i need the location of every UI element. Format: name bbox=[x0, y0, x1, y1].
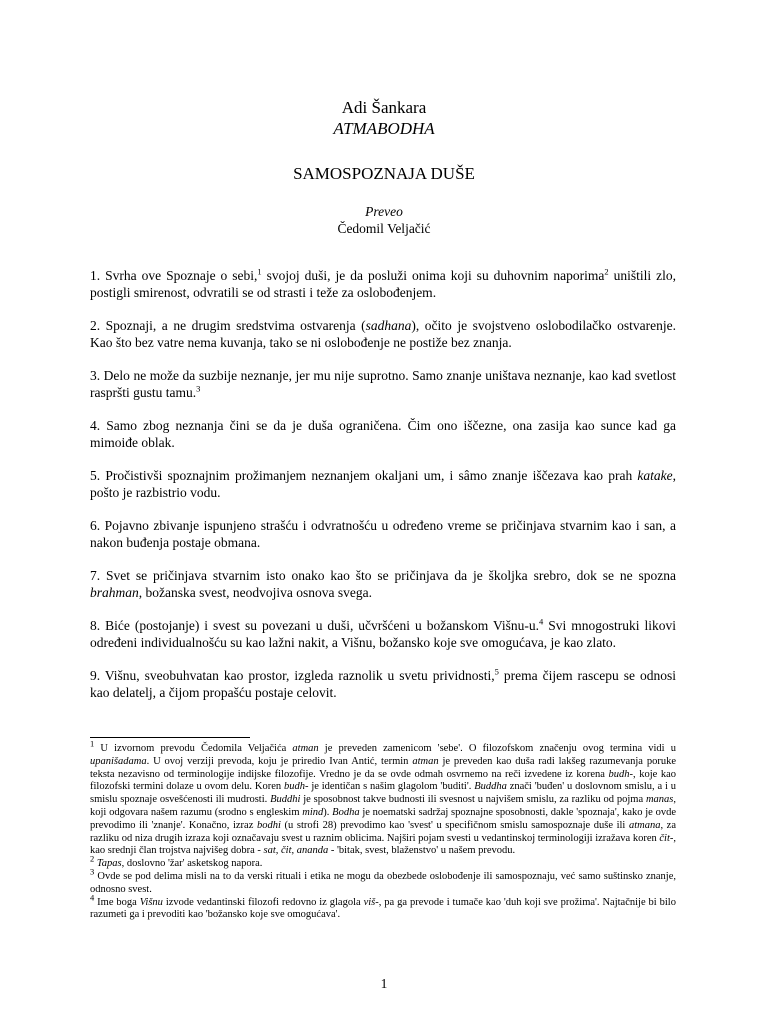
italic-term: Bodha bbox=[332, 806, 360, 818]
italic-term: katake bbox=[637, 468, 673, 483]
footnote-4 bbox=[90, 892, 676, 923]
footnote-ref: 4 bbox=[90, 892, 95, 903]
text-run: je noematski sadržaj spoznajne sposobnosti, dakle 'spoznaja', kako je ovde prevodimo ili 'znanje'. Konačno, izraz bbox=[90, 806, 677, 831]
italic-term: bodhi bbox=[256, 819, 281, 831]
verse-7 bbox=[90, 567, 676, 601]
italic-term: budh- bbox=[608, 768, 633, 780]
translator-credit bbox=[0, 203, 768, 237]
verse-2 bbox=[90, 317, 676, 351]
text-run: je preveden kao duša radi lakšeg razumevanja poruke teksta nezavisno od terminologije indijske filozofije. Vredno je da se ovde odmah osvrnemo na reči izvedene iz korena bbox=[90, 755, 677, 780]
italic-term: brahman bbox=[90, 585, 139, 600]
footnote-ref: 1 bbox=[257, 266, 262, 277]
text-run: , koji odgovara našem razumu (srodno s engleskim bbox=[90, 794, 676, 818]
text-run: 2. Spoznaji, a ne drugim sredstvima ostvarenja ( bbox=[90, 318, 366, 333]
footnote-ref: 3 bbox=[196, 383, 201, 394]
footnote-ref: 5 bbox=[494, 666, 499, 677]
text-run: 5. Pročistivši spoznajnim prožimanjem neznanjem okaljani um, i sâmo znanje iščezava kao prah bbox=[90, 468, 638, 483]
text-run: 1. Svrha ove Spoznaje o sebi, bbox=[90, 268, 258, 283]
footnote-ref: 2 bbox=[604, 266, 609, 277]
text-run: ). bbox=[323, 806, 333, 818]
verse-5 bbox=[90, 467, 676, 501]
text-run: Svi mnogostruki likovi određeni individualnošću su kao lažni nakit, a Višnu, božansko koje sve omogućava, je kao zlato. bbox=[90, 618, 676, 650]
verse-6 bbox=[90, 517, 676, 551]
text-run: znači 'buđen' u doslovnom smislu, a i u smislu spoznaje osvešćenosti ili mudrosti. bbox=[90, 781, 676, 806]
italic-term: upanišadama bbox=[90, 755, 147, 767]
italic-term: sat, čit, ananda bbox=[263, 845, 329, 857]
verse-1 bbox=[90, 267, 676, 301]
italic-term: atman bbox=[292, 743, 319, 754]
text-run: , doslovno 'žar' asketskog napora. bbox=[121, 858, 263, 870]
text-run: ), očito je svojstveno oslobodilačko ostvarenje. Kao što bez vatre nema kuvanja, tako se ni oslobođenje ne postiže bez znanja. bbox=[90, 318, 676, 350]
footnote-ref: 1 bbox=[90, 738, 95, 749]
translator-name: Čedomil Veljačić bbox=[337, 221, 431, 236]
text-run: 3. Delo ne može da suzbije neznanje, jer mu nije suprotno. Samo znanje uništava neznanje, kao kad svetlost raspršti gustu tamu. bbox=[90, 368, 676, 400]
italic-term: Višnu bbox=[139, 896, 163, 908]
work-title: ATMABODHA bbox=[333, 119, 435, 138]
text-run: , pa ga prevode i tumače kao 'duh koji sve prožima'. Najtačnije bi bilo razumeti ga i prevoditi kao 'božansko koje sve omogućava'. bbox=[90, 896, 676, 921]
text-run: 9. Višnu, sveobuhvatan kao prostor, izgleda raznolik u svetu prividnosti, bbox=[90, 668, 495, 683]
footnote-ref: 2 bbox=[90, 853, 95, 864]
footnote-ref: 3 bbox=[90, 866, 95, 877]
page-number: 1 bbox=[380, 976, 388, 991]
footnote-3 bbox=[90, 866, 676, 897]
text-run: 4. Samo zbog neznanja čini se da je duša ograničena. Čim ono iščezne, ona zasija kao sunce kad ga mimoiđe oblak. bbox=[90, 418, 676, 450]
verse-9 bbox=[90, 667, 676, 701]
text-run: je preveden zamenicom 'sebe'. O filozofskom značenju ovog termina vidi u bbox=[318, 743, 676, 754]
verse-4 bbox=[90, 417, 676, 451]
text-run: je identičan s našim glagolom 'buditi'. bbox=[308, 781, 475, 793]
italic-term: Buddha bbox=[474, 781, 507, 793]
text-run: - 'bitak, svest, blaženstvo' u našem prevodu. bbox=[328, 845, 516, 857]
text-run: prema čijem rascepu se odnosi kao delatelj, a čijom propašću postaje celovit. bbox=[90, 668, 676, 700]
text-run: , pošto je razbistrio vodu. bbox=[90, 468, 676, 500]
text-run: 8. Biće (postojanje) i svest su povezani u duši, učvršćeni u božanskom Višnu-u. bbox=[90, 618, 540, 633]
footnote-ref: 4 bbox=[539, 616, 544, 627]
text-run: . U ovoj verziji prevoda, koju je priredio Ivan Antić, termin bbox=[146, 755, 413, 767]
footnote-2 bbox=[90, 853, 676, 871]
text-run: , božanska svest, neodvojiva osnova svega. bbox=[138, 585, 372, 600]
text-run: U izvornom prevodu Čedomila Veljačića bbox=[94, 743, 293, 754]
verses-body bbox=[90, 267, 676, 717]
text-run: , koje kao filozofski termini dolaze u ovom delu. Koren bbox=[90, 768, 676, 793]
italic-term: mind bbox=[302, 806, 324, 818]
text-run: Ovde se pod delima misli na to da verski rituali i etika ne mogu da obezbede oslobođenje ili samospoznaju, već samo suštinsko znanje, odnosno svest. bbox=[90, 870, 676, 895]
text-run: 6. Pojavno zbivanje ispunjeno strašću i odvratnošću u određeno vreme se pričinjava stvarnim kao i san, a nakon buđenja postaje obmana. bbox=[90, 518, 676, 550]
footnote-divider bbox=[90, 737, 250, 738]
footnotes-section bbox=[90, 738, 677, 922]
text-run: , kao srednji član trojstva najvišeg dobra - bbox=[90, 832, 676, 857]
document-header bbox=[0, 97, 768, 139]
page-title: SAMOSPOZNAJA DUŠE bbox=[293, 164, 475, 183]
italic-term: atmana bbox=[628, 819, 661, 831]
text-run: uništili zlo, postigli smirenost, odvratili se od strasti i teže za oslobođenjem. bbox=[90, 268, 677, 300]
credit-label: Preveo bbox=[365, 204, 403, 219]
italic-term: Tapas bbox=[96, 858, 122, 870]
italic-term: atman bbox=[412, 755, 439, 767]
italic-term: budh- bbox=[283, 781, 309, 793]
italic-term: sadhana bbox=[365, 318, 412, 333]
italic-term: Buddhi bbox=[270, 794, 301, 806]
text-run: (u strofi 28) prevodimo kao 'svest' u specifičnom smislu samospoznaje duše ili bbox=[280, 819, 629, 831]
text-run: Ime boga bbox=[94, 896, 140, 908]
text-run: , za razliku od niza drugih izraza koji označavaju svest u raznim oblicima. Najširi pojam svesti u vedantinskoj terminologiji izražava koren bbox=[90, 819, 676, 844]
verse-8 bbox=[90, 617, 676, 651]
italic-term: viš- bbox=[363, 896, 379, 908]
text-run: 7. Svet se pričinjava stvarnim isto onako kao što se pričinjava da je školjka srebro, dok se ne spozna bbox=[90, 568, 676, 583]
verse-3 bbox=[90, 367, 676, 401]
footnote-1 bbox=[90, 738, 677, 858]
text-run: izvode vedantinski filozofi redovno iz glagola bbox=[162, 896, 364, 908]
author-name: Adi Šankara bbox=[341, 98, 427, 117]
italic-term: čit- bbox=[659, 832, 674, 844]
text-run: svojoj duši, je da posluži onima koji su duhovnim naporima bbox=[261, 268, 605, 283]
text-run: je sposobnost takve budnosti ili svesnost u najvišem smislu, za razliku od pojma bbox=[300, 794, 646, 806]
italic-term: manas bbox=[645, 794, 674, 806]
